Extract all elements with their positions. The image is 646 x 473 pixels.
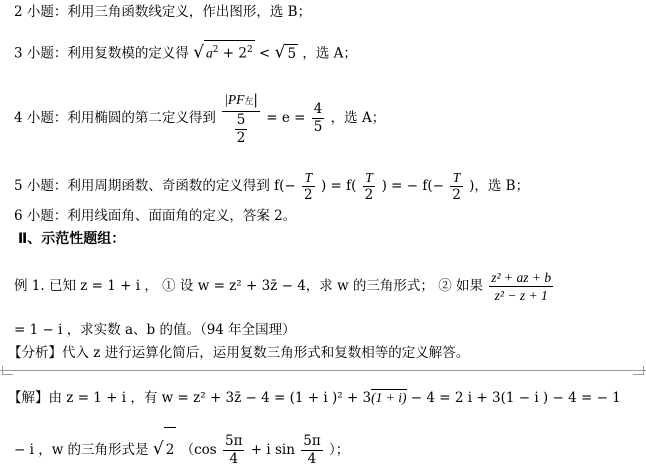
item-q6 [14,207,296,225]
q2-text: 2 小题：利用三角函数线定义，作出图形，选 B； [14,4,312,20]
solution2-sin: + i sin [250,442,295,458]
sqrt-sign-2: √ [274,42,286,63]
four: 4 [313,101,323,117]
pf-end: | [253,91,258,108]
item-q2 [14,3,311,21]
exp-a: 2 [212,45,219,55]
fraction-5pi-4-a [223,433,244,468]
plus-two: + 2 [218,45,247,62]
frac1-den: 4 [229,451,239,467]
q4-suffix: ，选 A； [330,110,386,126]
less-than: < [259,45,275,62]
fraction-four-fifths [312,101,325,136]
q3-suffix: ，选 A； [302,45,357,62]
solution2-end: ）； [329,442,350,458]
t1-den: 2 [304,187,313,203]
fraction-5pi-4-b [301,433,322,468]
example1-text: 例 1. 已知 z = 1 + i ， ① 设 w = z² + 3z̄ − 4，求 w 的三角形式； ② 如果 [14,278,483,294]
frac2-den: 4 [307,451,317,467]
frac2-num: 5π [303,433,321,449]
solution2-cos: （cos [180,442,217,458]
section-heading-text: Ⅱ、示范性题组： [18,231,126,247]
t2-den: 2 [364,187,374,203]
fraction-t-half-1 [302,169,315,204]
item-q3 [14,40,357,63]
sqrt-body [204,40,255,63]
fraction-five-halves [235,112,248,147]
five-b: 5 [313,119,323,135]
page-break-rule [0,370,646,371]
example-den: z² − z + 1 [494,288,548,303]
sqrt-two: 2 [164,427,177,472]
pf-label: |PF [224,91,245,107]
q6-text: 6 小题：利用线面角、面面角的定义，答案 2。 [14,208,297,224]
solution-text-c: − 4 = 2 i + 3(1 − i ) − 4 = − 1 [406,390,621,406]
q5-mid2: ) = − f(− [381,178,444,194]
section-heading [18,230,125,248]
example-num: z² + az + b [491,270,552,285]
q5-prefix: 5 小题：利用周期函数、奇函数的定义得到 f(− [14,178,296,194]
sqrt-sign: √ [193,42,205,63]
two: 2 [236,129,246,146]
item-q5 [14,164,529,208]
solution-line1 [8,389,621,407]
analysis [8,344,469,362]
q4-prefix: 4 小题：利用椭圆的第二定义得到 [14,110,216,126]
var-a: a [206,45,213,61]
example1-text2: = 1 − i ，求实数 a、b 的值。（94 年全国理） [14,322,296,338]
sqrt-sign-3: √ [152,439,164,459]
analysis-label: 【分析】 [8,345,62,361]
example1-line2 [14,321,296,339]
page-corner-right [633,366,644,375]
solution-line2 [14,427,349,472]
conjugate: (1 + i) [371,390,407,405]
t1: T [302,169,315,187]
eq-e: = e = [266,110,310,126]
exp-two: 2 [247,45,253,55]
solution-label: 【解】 [8,390,49,406]
page-break [0,366,646,376]
item-q4 [14,83,385,153]
q5-mid1: ) = f( [320,178,357,194]
fraction-t-half-2 [363,169,376,204]
solution-text-a: 由 z = 1 + i ，有 w = z² + 3z̄ − 4 = (1 + i )² + 3 [48,390,372,406]
t3: T [450,169,463,187]
frac1-num: 5π [225,433,243,449]
q5-suffix: )，选 B； [469,178,530,194]
fraction-pf-num [222,91,260,112]
sqrt-five: 5 [287,45,297,62]
fraction-pf-den [222,112,260,147]
fraction-example [489,269,553,304]
example1-line1 [14,266,555,306]
solution2-a: − i ，w 的三角形式是 [14,442,149,458]
t2: T [363,169,376,187]
five: 5 [236,111,246,128]
pf-sub: 左 [244,96,254,107]
page-corner-left [2,366,13,375]
analysis-text: 代入 z 进行运算化简后，运用复数三角形式和复数相等的定义解答。 [62,345,470,361]
fraction-pf [222,91,260,147]
t3-den: 2 [452,187,461,203]
q3-prefix: 3 小题：利用复数模的定义得 [14,45,189,62]
fraction-t-half-3 [450,169,463,204]
